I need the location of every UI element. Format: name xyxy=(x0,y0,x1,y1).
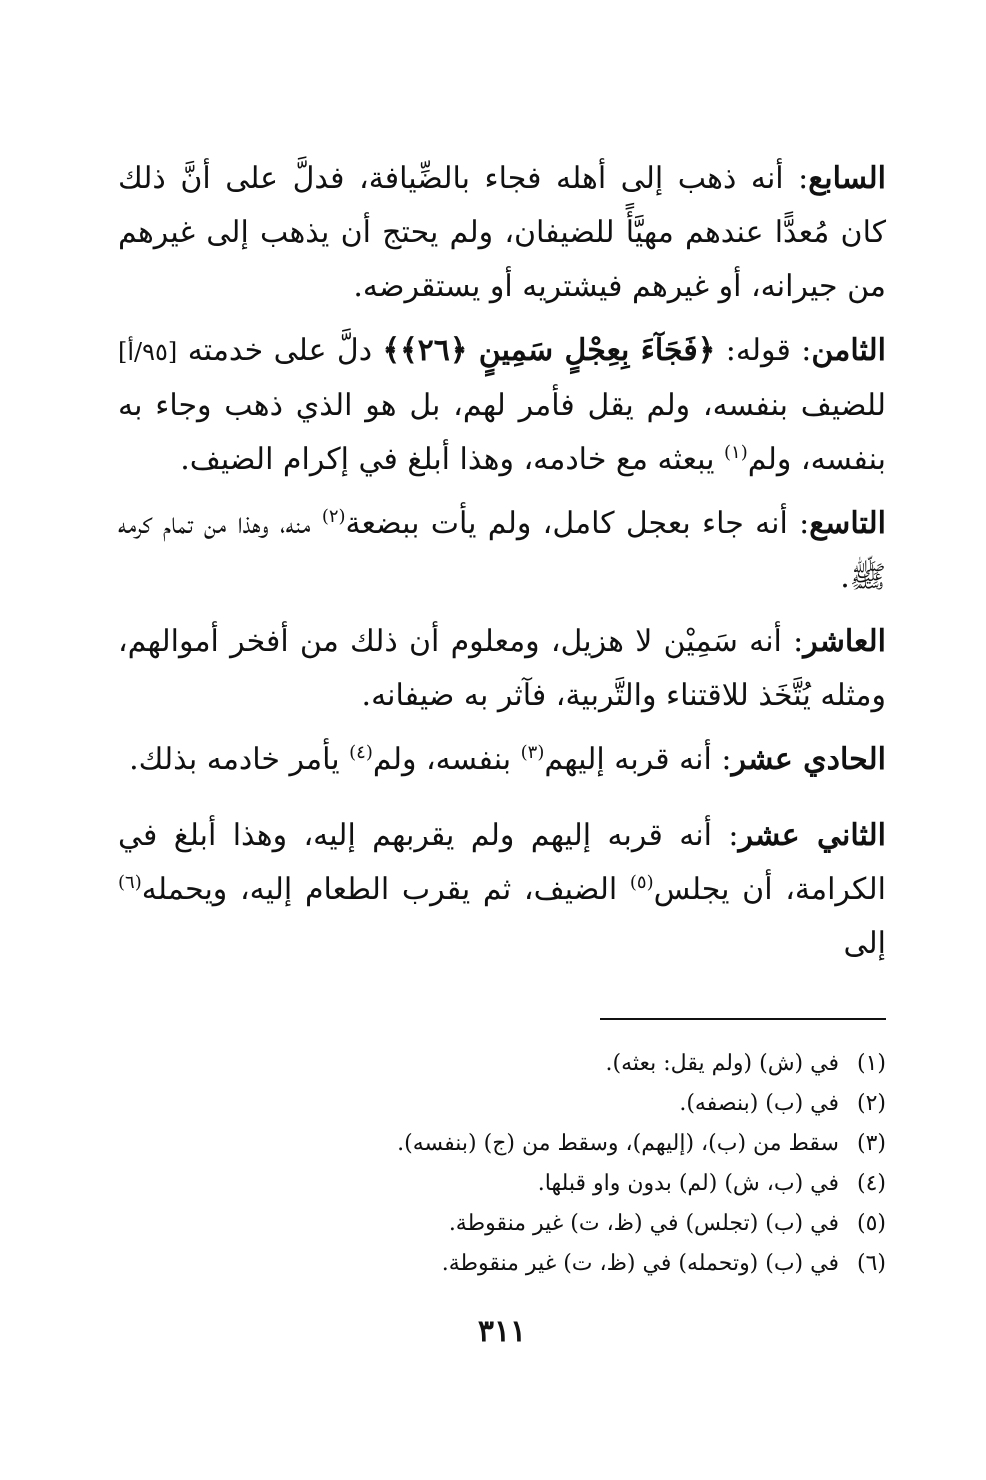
paragraph-text: : أنه جاء بعجل كامل، ولم يأت ببضعة xyxy=(345,506,810,541)
manuscript-folio-marker: [٩٥/أ] xyxy=(118,338,178,366)
paragraph-seventh xyxy=(118,152,886,314)
paragraph-text: : أنه قربه إليهم xyxy=(544,742,732,777)
paragraph-tenth xyxy=(118,615,886,723)
paragraph-text: منه، وهذا من تمام كرمه ﷺ. xyxy=(118,506,886,595)
page-number: ٣١١ xyxy=(477,1314,527,1349)
paragraph-heading: الثامن xyxy=(811,333,886,368)
footnote-item xyxy=(118,1244,886,1284)
footnote-ref[interactable]: (٦) xyxy=(118,872,142,893)
paragraph-ninth xyxy=(118,497,886,605)
footnote-text: في (ب) (وتحمله) في (ظ، ت) غير منقوطة. xyxy=(441,1251,839,1276)
paragraph-text: إلى xyxy=(843,926,886,961)
footnote-list xyxy=(118,1044,886,1284)
paragraph-text: يبعثه مع خادمه، وهذا أبلغ في إكرام الضيف. xyxy=(180,442,725,477)
paragraph-text: : أنه ذهب إلى أهله فجاء بالضِّيافة، فدلَّ على أنَّ ذلك كان مُعدًّا عندهم مهيَّأً للضيفان، ولم يحتج أن يذهب إلى غيرهم من جيرانه، أو غيرهم فيشتريه أو يستقرضه. xyxy=(118,161,886,304)
paragraph-eighth xyxy=(118,324,886,487)
paragraph-text: الضيف، ثم يقرب الطعام إليه، ويحمله xyxy=(141,872,630,907)
footnote-number: (١) xyxy=(856,1051,886,1076)
paragraph-heading: الحادي عشر xyxy=(731,742,886,777)
paragraph-heading: الثاني عشر xyxy=(738,818,887,853)
footnote-number: (٤) xyxy=(856,1171,886,1196)
quran-quote: ﴿فَجَآءَ بِعِجْلٍ سَمِينٍ ﴿٢٦﴾﴾ xyxy=(382,333,716,368)
paragraph-text: : أنه قربه إليهم ولم يقربهم إليه، وهذا أبلغ في الكرامة، أن يجلس xyxy=(118,818,886,907)
footnote-number: (٢) xyxy=(856,1091,886,1116)
paragraph-text: بنفسه، ولم xyxy=(372,742,521,777)
paragraph-text: يأمر خادمه بذلك. xyxy=(129,742,350,777)
footnote-number: (٣) xyxy=(856,1131,886,1156)
footnote-ref[interactable]: (٢) xyxy=(321,506,346,527)
footnote-item xyxy=(118,1084,886,1124)
paragraph-text: : أنه سَمِيْن لا هزيل، ومعلوم أن ذلك من أفخر أموالهم، ومثله يُتَّخَذ للاقتناء والتَّربية، فآثر به ضيفانه. xyxy=(118,624,886,713)
footnote-number: (٥) xyxy=(856,1211,886,1236)
footnote-ref[interactable]: (١) xyxy=(724,442,748,463)
paragraph-heading: السابع xyxy=(808,161,886,196)
footnote-divider xyxy=(600,1018,886,1020)
paragraph-twelfth xyxy=(118,809,886,971)
footnote-item xyxy=(118,1164,886,1204)
paragraph-eleventh xyxy=(118,733,886,787)
paragraph-text: للضيف بنفسه، ولم يقل فأمر لهم، بل هو الذي ذهب وجاء به بنفسه، ولم xyxy=(118,388,886,477)
paragraph-heading: التاسع xyxy=(809,506,886,541)
footnote-ref[interactable]: (٣) xyxy=(520,742,545,763)
footnote-ref[interactable]: (٥) xyxy=(629,872,654,893)
paragraph-text: دلَّ على خدمته xyxy=(177,333,383,368)
footnote-item xyxy=(118,1204,886,1244)
footnote-text: في (ش) (ولم يقل: بعثه). xyxy=(605,1051,839,1076)
footnote-text: سقط من (ب)، (إليهم)، وسقط من (ج) (بنفسه). xyxy=(397,1131,839,1156)
footnote-text: في (ب، ش) (لم) بدون واو قبلها. xyxy=(537,1171,839,1196)
footnote-item xyxy=(118,1044,886,1084)
paragraph-heading: العاشر xyxy=(803,624,886,659)
book-page xyxy=(118,152,886,1452)
footnote-item xyxy=(118,1124,886,1164)
footnote-text: في (ب) (بنصفه). xyxy=(679,1091,839,1116)
footnote-ref[interactable]: (٤) xyxy=(349,742,373,763)
paragraph-text: : قوله: xyxy=(715,333,812,368)
footnote-number: (٦) xyxy=(856,1251,886,1276)
footnote-text: في (ب) (تجلس) في (ظ، ت) غير منقوطة. xyxy=(448,1211,839,1236)
